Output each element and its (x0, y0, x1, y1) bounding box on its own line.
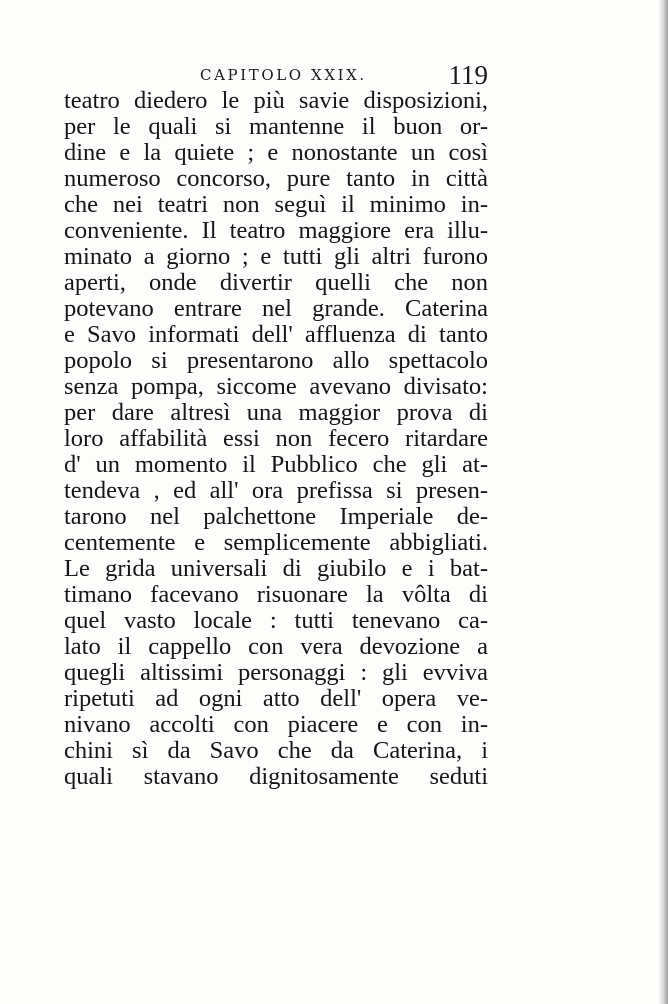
text-line: numeroso concorso, pure tanto in città (64, 165, 488, 192)
text-line: chini sì da Savo che da Caterina, i (64, 737, 488, 764)
text-line: potevano entrare nel grande. Caterina (64, 295, 488, 322)
text-line: d' un momento il Pubblico che gli at- (64, 451, 488, 478)
text-line: per le quali si mantenne il buon or- (64, 113, 488, 140)
text-line: quegli altissimi personaggi : gli evviva (64, 659, 488, 686)
text-line: senza pompa, siccome avevano divisato: (64, 373, 488, 400)
text-line: dine e la quiete ; e nonostante un così (64, 139, 488, 166)
text-line: e Savo informati dell' affluenza di tanto (64, 321, 488, 348)
text-line: quel vasto locale : tutti tenevano ca- (64, 607, 488, 634)
text-line: tarono nel palchettone Imperiale de- (64, 503, 488, 530)
text-line: che nei teatri non seguì il minimo in- (64, 191, 488, 218)
body-text (64, 88, 488, 790)
running-title: CAPITOLO XXIX. (200, 66, 367, 84)
page-number: 119 (448, 60, 488, 90)
text-line: ripetuti ad ogni atto dell' opera ve- (64, 685, 488, 712)
text-line: lato il cappello con vera devozione a (64, 633, 488, 660)
text-line: per dare altresì una maggior prova di (64, 399, 488, 426)
text-line: teatro diedero le più savie disposizioni, (64, 87, 488, 114)
text-line: tendeva , ed all' ora prefissa si presen- (64, 477, 488, 504)
text-line: quali stavano dignitosamente seduti (64, 763, 488, 790)
page-edge-shadow (658, 0, 668, 1004)
text-line: minato a giorno ; e tutti gli altri furono (64, 243, 488, 270)
text-line: loro affabilità essi non fecero ritardare (64, 425, 488, 452)
text-line: popolo si presentarono allo spettacolo (64, 347, 488, 374)
text-line: timano facevano risuonare la vôlta di (64, 581, 488, 608)
text-line: conveniente. Il teatro maggiore era illu- (64, 217, 488, 244)
text-line: centemente e semplicemente abbigliati. (64, 529, 488, 556)
text-line: Le grida universali di giubilo e i bat- (64, 555, 488, 582)
text-line: nivano accolti con piacere e con in- (64, 711, 488, 738)
text-line: aperti, onde divertir quelli che non (64, 269, 488, 296)
